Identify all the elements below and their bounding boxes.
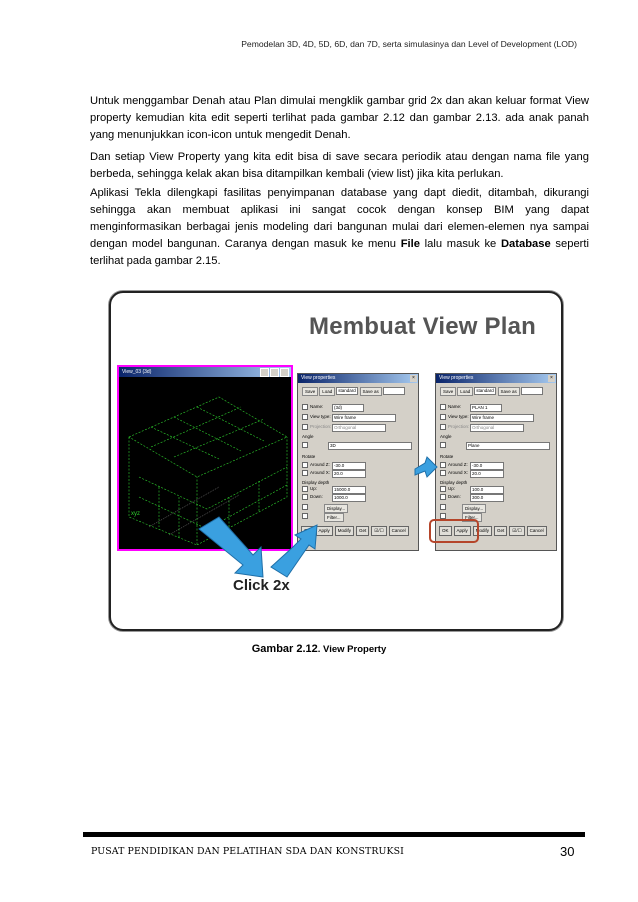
paragraph-3-text-a: Aplikasi Tekla dilengkapi fasilitas penyimpanan database yang dapt diedit, ditambah, dikurangi sehingga akan membuat aplikasi ini sangat cocok dengan konsep BIM yang dapat menginformasikan berbagai jenis modeling dari bangunan mulai dari elemen-elemen nya sampai dengan model bangunan. Caranya dengan masuk ke menu (90, 187, 589, 250)
click-2x-label: Click 2x (233, 577, 290, 594)
up-row: Up: 15000.0 (302, 486, 366, 494)
apply-button[interactable]: Apply (454, 526, 471, 536)
around-z-field[interactable]: -30.0 (470, 462, 504, 470)
name-row: Name: PLAN 1 (440, 404, 502, 412)
around-z-field[interactable]: -30.0 (332, 462, 366, 470)
paragraph-1: Untuk menggambar Denah atau Plan dimulai mengklik gambar grid 2x dan akan keluar format View property kemudian kita edit seperti terlihat pada gambar 2.12 dan gambar 2.13. ada anak panah yang menunjukkan icon-icon untuk mengedit Denah. (90, 95, 589, 141)
cancel-button[interactable]: Cancel (527, 526, 547, 536)
page-number: 30 (560, 844, 575, 859)
dialog-title: View properties (439, 375, 474, 381)
get-button[interactable]: Get (356, 526, 369, 536)
toggle-all-button[interactable]: ☑/☐ (509, 526, 524, 536)
around-z-row: Around Z: -30.0 (302, 462, 366, 470)
projection-row: Projection: Orthogonal (302, 424, 386, 432)
preset-select[interactable]: standard (336, 387, 358, 395)
arrows-overlay (111, 293, 561, 629)
projection-select[interactable]: Orthogonal (470, 424, 524, 432)
projection-select[interactable]: Orthogonal (332, 424, 386, 432)
ok-button[interactable]: OK (439, 526, 452, 536)
figure-title: Membuat View Plan (309, 313, 537, 340)
cad-window-title: View_03 (3d) (122, 369, 152, 375)
arrow-up-right-icon (271, 525, 317, 577)
toggle-all-button[interactable]: ☑/☐ (371, 526, 386, 536)
up-field[interactable]: 15000.0 (332, 486, 366, 494)
down-row: Down: 1000.0 (302, 494, 366, 502)
around-z-row: Around Z: -30.0 (440, 462, 504, 470)
name-field[interactable]: (3d) (332, 404, 364, 412)
angle-label: Angle (302, 434, 314, 439)
up-row: Up: 100.0 (440, 486, 504, 494)
save-as-button[interactable]: Save as (360, 387, 382, 396)
around-x-field[interactable]: 20.0 (470, 470, 504, 478)
down-row: Down: 300.0 (440, 494, 504, 502)
menu-database-term: Database (500, 238, 551, 250)
rotate-label: Rotate (302, 454, 316, 459)
svg-text:xyz: xyz (131, 511, 140, 517)
around-x-field[interactable]: 20.0 (332, 470, 366, 478)
down-field[interactable]: 300.0 (470, 494, 504, 502)
figure-view-plan (109, 291, 563, 631)
caption-text: . View Property (317, 644, 387, 655)
paragraph-2: Dan setiap View Property yang kita edit bisa di save secara periodik atau dengan nama file yang berbeda, sehingga kelak akan bisa ditampilkan kembali (view list) jika kita perlukan. (90, 151, 589, 180)
modify-button[interactable]: Modify (335, 526, 354, 536)
display-depth-label: Display depth (440, 480, 468, 485)
close-icon[interactable]: × (410, 375, 417, 382)
dialog-title: View properties (301, 375, 336, 381)
name-field[interactable]: PLAN 1 (470, 404, 502, 412)
modify-button[interactable]: Modify (473, 526, 492, 536)
caption-label: Gambar 2.12 (251, 643, 318, 655)
save-button[interactable]: Save (302, 387, 318, 396)
running-header: Pemodelan 3D, 4D, 5D, 6D, dan 7D, serta simulasinya dan Level of Development (LOD) (241, 39, 577, 49)
view-type-select[interactable]: Wire frame (470, 414, 534, 422)
display-button[interactable]: Display... (462, 504, 486, 513)
rotate-label: Rotate (440, 454, 454, 459)
angle-label: Angle (440, 434, 452, 439)
arrow-down-right-icon (199, 517, 263, 577)
close-icon[interactable]: × (548, 375, 555, 382)
load-button[interactable]: Load (457, 387, 473, 396)
arrow-right-icon (415, 457, 437, 477)
footer-rule (83, 832, 585, 837)
view-type-row: View type: Wire frame (302, 414, 396, 422)
view-type-select[interactable]: Wire frame (332, 414, 396, 422)
menu-file-term: File (400, 238, 420, 250)
preset-select[interactable]: standard (474, 387, 496, 395)
filter-button[interactable]: Filter... (324, 513, 344, 522)
footer-organization: PUSAT PENDIDIKAN DAN PELATIHAN SDA DAN KONSTRUKSI (91, 846, 404, 857)
cancel-button[interactable]: Cancel (389, 526, 409, 536)
paragraph-3 (90, 185, 589, 270)
paragraph-3-text-c: seperti terlihat pada gambar 2.15. (90, 238, 590, 267)
angle-select[interactable]: 3D (328, 442, 412, 450)
around-x-row: Around X: 20.0 (440, 470, 504, 478)
up-field[interactable]: 100.0 (470, 486, 504, 494)
save-button[interactable]: Save (440, 387, 456, 396)
filter-button[interactable]: Filter... (462, 513, 482, 522)
around-x-row: Around X: 20.0 (302, 470, 366, 478)
save-as-button[interactable]: Save as (498, 387, 520, 396)
get-button[interactable]: Get (494, 526, 507, 536)
display-depth-label: Display depth (302, 480, 330, 485)
figure-caption (0, 643, 638, 655)
load-button[interactable]: Load (319, 387, 335, 396)
apply-button[interactable]: Apply (316, 526, 333, 536)
down-field[interactable]: 1000.0 (332, 494, 366, 502)
name-row: Name: (3d) (302, 404, 364, 412)
view-type-row: View type: Wire frame (440, 414, 534, 422)
paragraph-3-text-b: lalu masuk ke (419, 238, 501, 250)
projection-row: Projection: Orthogonal (440, 424, 524, 432)
angle-select[interactable]: Plane (466, 442, 550, 450)
display-button[interactable]: Display... (324, 504, 348, 513)
